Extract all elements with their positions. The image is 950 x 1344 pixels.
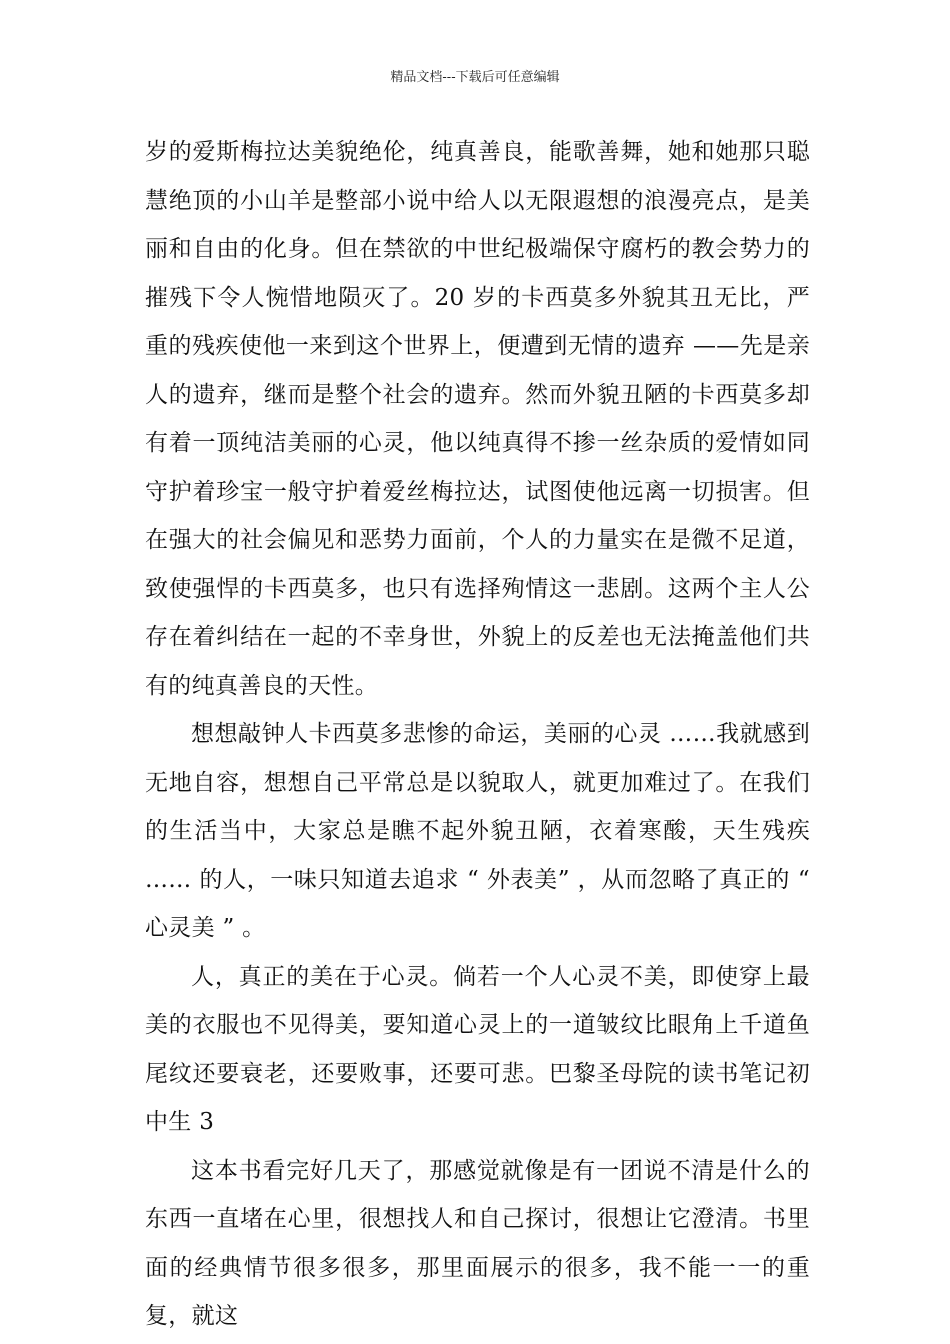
page-header: 精品文档---下载后可任意编辑 — [390, 70, 560, 85]
paragraph-4: 这本书看完好几天了，那感觉就像是有一团说不清是什么的东西一直堵在心里，很想找人和自己探讨，很想让它澄清。书里面的经典情节很多很多，那里面展示的很多，我不能一一的重复，就这 — [145, 1157, 810, 1329]
paragraph-2: 想想敲钟人卡西莫多悲惨的命运，美丽的心灵 ……我就感到无地自容，想想自己平常总是以貌取人，就更加难过了。在我们的生活当中，大家总是瞧不起外貌丑陋，衣着寒酸，天生残疾 …… 的人，一味只知道去追求 “ 外表美” ，从而忽略了真正的 “ 心灵美 ” 。 — [145, 721, 810, 941]
paragraph-3: 人，真正的美在于心灵。倘若一个人心灵不美，即使穿上最美的衣服也不见得美，要知道心灵上的一道皱纹比眼角上千道鱼尾纹还要衰老，还要败事，还要可悲。巴黎圣母院的读书笔记初中生 3 — [145, 963, 810, 1135]
paragraph-1: 岁的爱斯梅拉达美貌绝伦，纯真善良，能歌善舞，她和她那只聪慧绝顶的小山羊是整部小说中给人以无限遐想的浪漫亮点，是美丽和自由的化身。但在禁欲的中世纪极端保守腐朽的教会势力的摧残下令人惋惜地陨灭了。20 岁的卡西莫多外貌其丑无比，严重的残疾使他一来到这个世界上，便遭到无情的遗弃 ——先是亲人的遗弃，继而是整个社会的遗弃。然而外貌丑陋的卡西莫多却有着一顶纯洁美丽的心灵，他以纯真得不掺一丝杂质的爱情如同守护着珍宝一般守护着爱丝梅拉达，试图使他远离一切损害。但在强大的社会偏见和恶势力面前，个人的力量实在是微不足道，致使强悍的卡西莫多，也只有选择殉情这一悲剧。这两个主人公存在着纠结在一起的不幸身世，外貌上的反差也无法掩盖他们共有的纯真善良的天性。 — [145, 139, 810, 699]
document-body — [145, 128, 810, 1341]
